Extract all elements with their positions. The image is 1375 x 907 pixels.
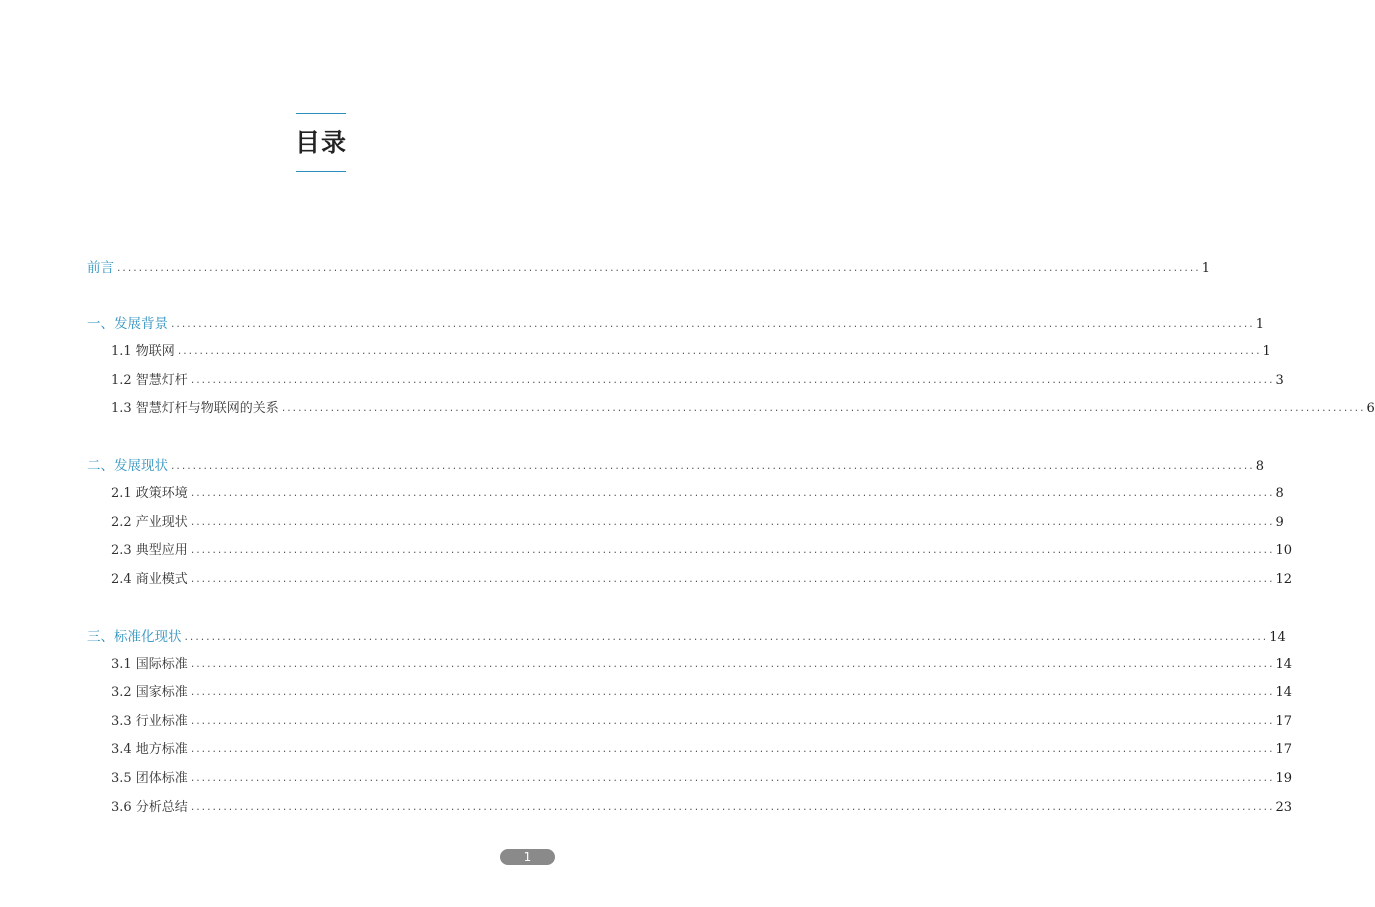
- toc-leader-dots: ........................................................................................................................................................................................................: [189, 774, 1274, 784]
- toc-leader-dots: ........................................................................................................................................................................................................: [189, 717, 1274, 727]
- toc-entry-label: 前言: [87, 260, 114, 276]
- toc-entry-preface[interactable]: [87, 257, 1210, 279]
- toc-entry-3-3[interactable]: [111, 711, 1293, 733]
- toc-entry-label: 三、标准化现状: [87, 629, 182, 645]
- toc-entry-page: 1: [1201, 261, 1210, 276]
- toc-entry-page: 12: [1275, 572, 1293, 587]
- toc-entry-page: 14: [1275, 657, 1293, 672]
- toc-entry-label: 3.5 团体标准: [111, 771, 188, 786]
- toc-entry-page: 17: [1275, 714, 1293, 729]
- toc-entry-2-3[interactable]: [111, 540, 1293, 562]
- toc-entry-label: 3.6 分析总结: [111, 800, 188, 815]
- toc-entry-page: 9: [1275, 515, 1284, 530]
- toc-entry-page: 3: [1275, 373, 1284, 388]
- title-rule-bottom: [296, 171, 346, 172]
- toc-leader-dots: ........................................................................................................................................................................................................: [170, 320, 1254, 330]
- toc-entry-1-2[interactable]: [111, 370, 1284, 392]
- toc-entry-3-2[interactable]: [111, 682, 1293, 704]
- toc-entry-page: 1: [1255, 317, 1264, 332]
- toc-entry-label: 2.2 产业现状: [111, 515, 188, 530]
- toc-entry-label: 1.2 智慧灯杆: [111, 373, 188, 388]
- toc-entry-3-5[interactable]: [111, 768, 1293, 790]
- toc-leader-dots: ........................................................................................................................................................................................................: [183, 633, 1268, 643]
- toc-entry-label: 一、发展背景: [87, 316, 168, 332]
- toc-entry-2-4[interactable]: [111, 569, 1293, 591]
- toc-entry-label: 2.1 政策环境: [111, 486, 188, 501]
- toc-entry-section-1[interactable]: [87, 313, 1264, 335]
- toc-entry-label: 3.1 国际标准: [111, 657, 188, 672]
- toc-leader-dots: ........................................................................................................................................................................................................: [189, 745, 1274, 755]
- toc-leader-dots: ........................................................................................................................................................................................................: [170, 462, 1254, 472]
- toc-entry-2-2[interactable]: [111, 512, 1284, 534]
- toc-leader-dots: ........................................................................................................................................................................................................: [189, 688, 1274, 698]
- toc-entry-label: 3.3 行业标准: [111, 714, 188, 729]
- toc-entry-page: 14: [1269, 630, 1286, 645]
- toc-entry-3-6[interactable]: [111, 797, 1293, 819]
- toc-entry-3-1[interactable]: [111, 654, 1293, 676]
- toc-entry-3-4[interactable]: [111, 739, 1293, 761]
- title-rule-top: [296, 113, 346, 114]
- toc-entry-label: 2.3 典型应用: [111, 543, 188, 558]
- toc-leader-dots: ........................................................................................................................................................................................................: [189, 546, 1274, 556]
- toc-leader-dots: ........................................................................................................................................................................................................: [189, 489, 1274, 499]
- toc-entry-section-2[interactable]: [87, 455, 1264, 477]
- toc-entry-1-3[interactable]: [111, 398, 1375, 420]
- toc-entry-page: 6: [1366, 401, 1375, 416]
- toc-leader-dots: ........................................................................................................................................................................................................: [176, 347, 1261, 357]
- toc-entry-page: 8: [1275, 486, 1284, 501]
- toc-entry-label: 3.4 地方标准: [111, 742, 188, 757]
- toc-entry-section-3[interactable]: [87, 626, 1286, 648]
- toc-leader-dots: ........................................................................................................................................................................................................: [189, 518, 1274, 528]
- toc-leader-dots: ........................................................................................................................................................................................................: [189, 575, 1274, 585]
- toc-leader-dots: ........................................................................................................................................................................................................: [280, 404, 1365, 414]
- toc-entry-page: 8: [1255, 459, 1264, 474]
- toc-leader-dots: ........................................................................................................................................................................................................: [189, 376, 1274, 386]
- toc-entry-page: 23: [1275, 800, 1293, 815]
- toc-leader-dots: ........................................................................................................................................................................................................: [189, 803, 1274, 813]
- toc-entry-label: 二、发展现状: [87, 458, 168, 474]
- toc-entry-page: 17: [1275, 742, 1293, 757]
- toc-entry-page: 14: [1275, 685, 1293, 700]
- toc-entry-page: 19: [1275, 771, 1293, 786]
- page-number-badge: 1: [500, 849, 555, 865]
- toc-entry-page: 10: [1275, 543, 1293, 558]
- page-title: 目录: [294, 128, 347, 157]
- toc-leader-dots: ........................................................................................................................................................................................................: [116, 264, 1200, 274]
- toc-entry-page: 1: [1262, 344, 1271, 359]
- toc-entry-1-1[interactable]: [111, 341, 1271, 363]
- toc-entry-label: 1.3 智慧灯杆与物联网的关系: [111, 401, 279, 416]
- toc-entry-label: 1.1 物联网: [111, 344, 175, 359]
- toc-entry-label: 2.4 商业模式: [111, 572, 188, 587]
- toc-leader-dots: ........................................................................................................................................................................................................: [189, 660, 1274, 670]
- toc-entry-label: 3.2 国家标准: [111, 685, 188, 700]
- toc-entry-2-1[interactable]: [111, 483, 1284, 505]
